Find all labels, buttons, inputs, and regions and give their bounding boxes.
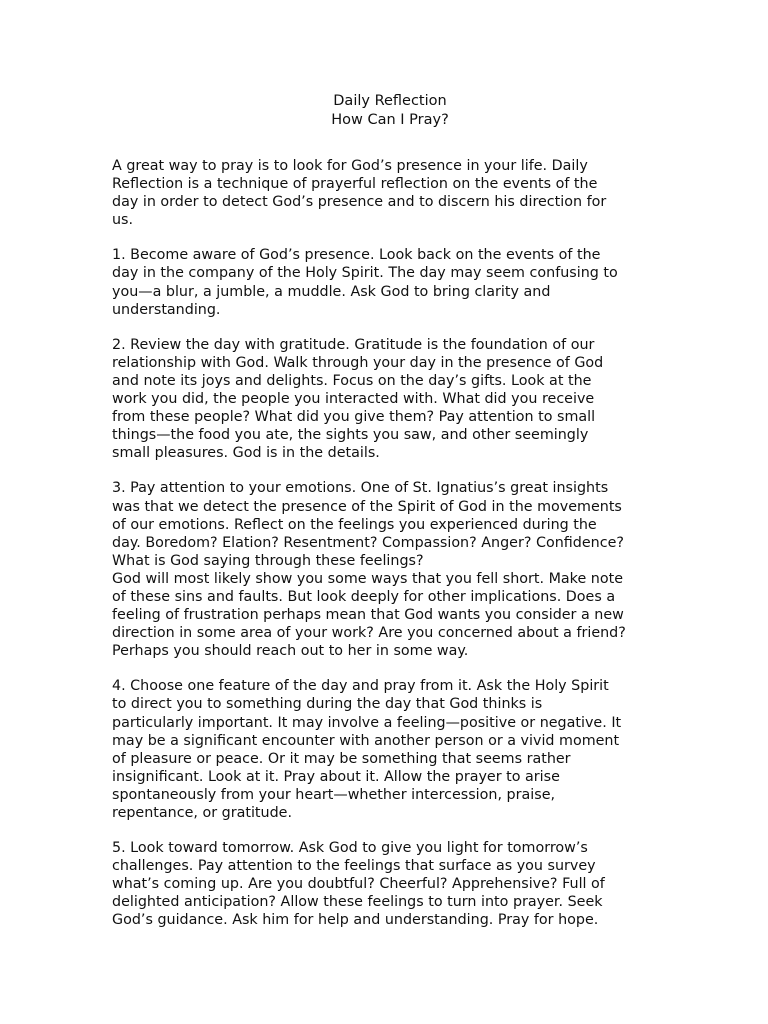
document-page	[112, 92, 660, 930]
step-5-paragraph: 5. Look toward tomorrow. Ask God to give you light for tomorrow’s challenges. Pay attention to the feelings that surface as you survey what’s coming up. Are you doubtful? Cheerful? Apprehensive? Full of delighted anticipation? Allow these feelings to turn into prayer. Seek God’s guidance. Ask him for help and understanding. Pray for hope.	[112, 840, 605, 929]
step-4-paragraph: 4. Choose one feature of the day and pray from it. Ask the Holy Spirit to direct you to something during the day that God thinks is particularly important. It may involve a feeling—positive or negative. It may be a significant encounter with another person or a vivid moment of pleasure or peace. Or it may be something that seems rather insignificant. Look at it. Pray about it. Allow the prayer to arise spontaneously from your heart—whether intercession, praise, repentance, or gratitude.	[112, 678, 622, 821]
title-block	[120, 92, 660, 130]
document-title: Daily Reflection	[333, 93, 447, 109]
step-2-paragraph: 2. Review the day with gratitude. Gratitude is the foundation of our relationship with God. Walk through your day in the presence of God and note its joys and delights. Focus on the day’s gifts. Look at the work you did, the people you interacted with. What did you receive from these people? What did you give them? Pay attention to small things—the food you ate, the sights you saw, and other seemingly small pleasures. God is in the details.	[112, 336, 604, 462]
intro-paragraph: A great way to pray is to look for God’s presence in your life. Daily Reflection is a technique of prayerful reflection on the events of the day in order to detect God’s presence and to discern his direction for us.	[112, 158, 607, 229]
document-subtitle: How Can I Pray?	[331, 112, 449, 128]
step-3-paragraph: 3. Pay attention to your emotions. One of St. Ignatius’s great insights was that we detect the presence of the Spirit of God in the movements of our emotions. Reflect on the feelings you experienced during the day. Boredom? Elation? Resentment? Compassion? Anger? Confidence? What is God saying through these feelings?	[112, 480, 624, 569]
step-1-paragraph: 1. Become aware of God’s presence. Look back on the events of the day in the company of the Holy Spirit. The day may seem confusing to you—a blur, a jumble, a muddle. Ask God to bring clarity and understanding.	[112, 247, 618, 318]
step-3-continuation-paragraph: God will most likely show you some ways that you fell short. Make note of these sins and faults. But look deeply for other implications. Does a feeling of frustration perhaps mean that God wants you consider a new direction in some area of your work? Are you concerned about a friend? Perhaps you should reach out to her in some way.	[112, 570, 626, 660]
